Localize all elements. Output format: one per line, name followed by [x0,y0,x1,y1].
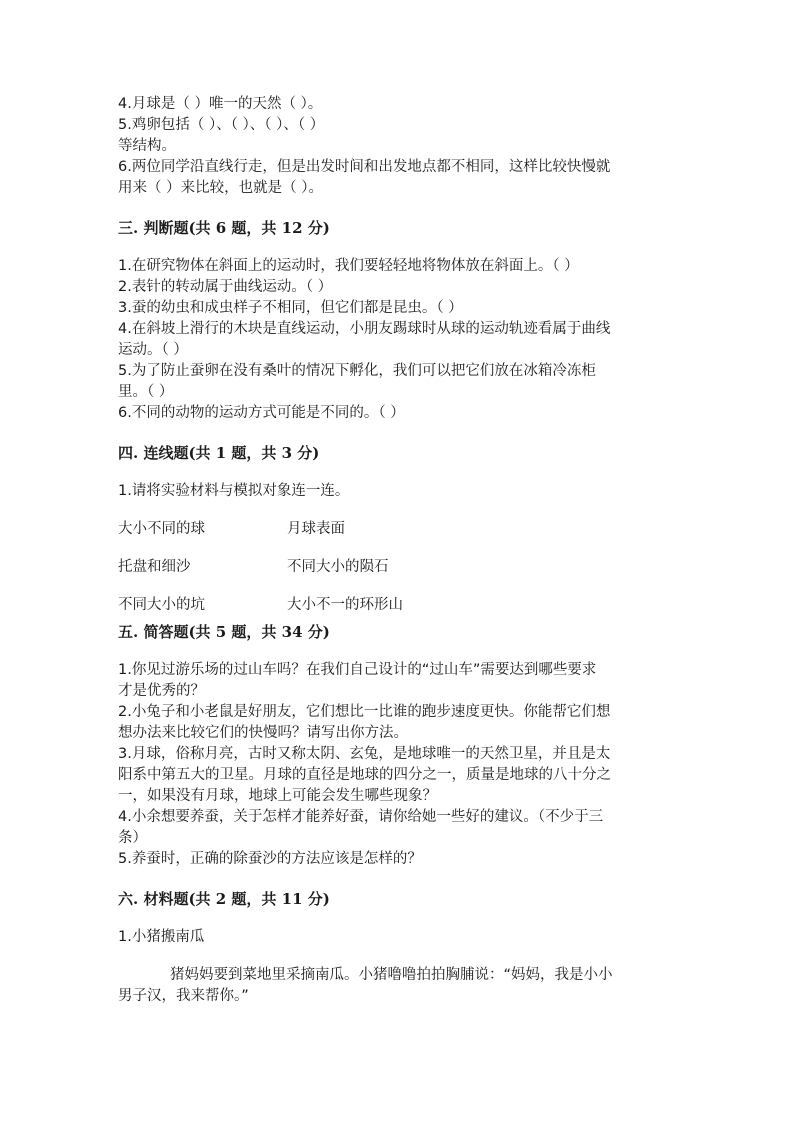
question-5: 5.鸡卵包括（ ）、（ ）、（ ）、（ ） [118,117,325,133]
material-question: 1.小猪搬南瓜 [118,929,205,945]
judgement-line: 3.蚕的幼虫和成虫样子不相同，但它们都是昆虫。（ ） [118,300,463,316]
matching-question: 1.请将实验材料与模拟对象连一连。 [118,483,350,499]
judgement-line: 4.在斜坡上滑行的木块是直线运动，小朋友踢球时从球的运动轨迹看属于曲线 [118,321,611,337]
matching-target: 不同大小的陨石 [287,559,389,575]
material-passage [118,965,678,1007]
judgement-line: 运动。（ ） [118,342,188,358]
passage-line: 猪妈妈要到菜地里采摘南瓜。小猪噜噜拍拍胸脯说：“妈妈，我是小小 [170,967,613,983]
short-answer-line: 4.小余想要养蚕，关于怎样才能养好蚕，请你给她一些好的建议。（不少于三 [118,809,604,825]
exam-page [118,94,678,1007]
matching-row [118,595,678,616]
passage-line: 男子汉，我来帮你。” [118,988,249,1004]
matching-material: 大小不同的球 [118,521,205,537]
short-answer-line: 阳系中第五大的卫星。月球的直径是地球的四分之一，质量是地球的八十分之 [118,767,611,783]
judgement-line: 6.不同的动物的运动方式可能是不同的。（ ） [118,405,405,421]
section-title-judgement: 三. 判断题(共 6 题，共 12 分) [118,219,330,237]
short-answer-line: 条） [118,830,147,846]
matching-row [118,519,678,540]
judgement-line: 1.在研究物体在斜面上的运动时，我们要轻轻地将物体放在斜面上。（ ） [118,258,579,274]
matching-material: 托盘和细沙 [118,559,191,575]
judgement-line: 2.表针的转动属于曲线运动。（ ） [118,279,333,295]
section-title-material: 六. 材料题(共 2 题，共 11 分) [118,890,330,908]
question-6: 6.两位同学沿直线行走，但是出发时间和出发地点都不相同，这样比较快慢就 [118,159,611,175]
short-answer-line: 想办法来比较它们的快慢吗？请写出你方法。 [118,725,408,741]
short-answer-line: 3.月球，俗称月亮，古时又称太阴、玄兔，是地球唯一的天然卫星，并且是太 [118,746,611,762]
judgement-line: 里。（ ） [118,384,174,400]
short-answer-line: 才是优秀的？ [118,683,205,699]
matching-material: 不同大小的坑 [118,597,205,613]
short-answer-line: 一，如果没有月球，地球上可能会发生哪些现象？ [118,788,437,804]
question-6-cont: 用来（ ）来比较，也就是（ ）。 [118,180,323,196]
short-answer-line: 2.小兔子和小老鼠是好朋友，它们想比一比谁的跑步速度更快。你能帮它们想 [118,704,611,720]
matching-target: 月球表面 [287,521,345,537]
short-answer-line: 5.养蚕时，正确的除蚕沙的方法应该是怎样的？ [118,851,422,867]
question-5-cont: 等结构。 [118,138,176,154]
question-4: 4.月球是（ ）唯一的天然（ ）。 [118,96,323,112]
short-answer-line: 1.你见过游乐场的过山车吗？在我们自己设计的“过山车”需要达到哪些要求 [118,662,597,678]
short-answer-questions [118,660,678,870]
section-title-matching: 四. 连线题(共 1 题，共 3 分) [118,444,320,462]
judgement-line: 5.为了防止蚕卵在没有桑叶的情况下孵化，我们可以把它们放在冰箱冷冻柜 [118,363,596,379]
section-title-short-answer: 五. 简答题(共 5 题，共 34 分) [118,623,330,641]
matching-row [118,557,678,578]
judgement-questions [118,256,678,424]
fill-blank-continuation [118,94,678,199]
matching-target: 大小不一的环形山 [287,597,403,613]
